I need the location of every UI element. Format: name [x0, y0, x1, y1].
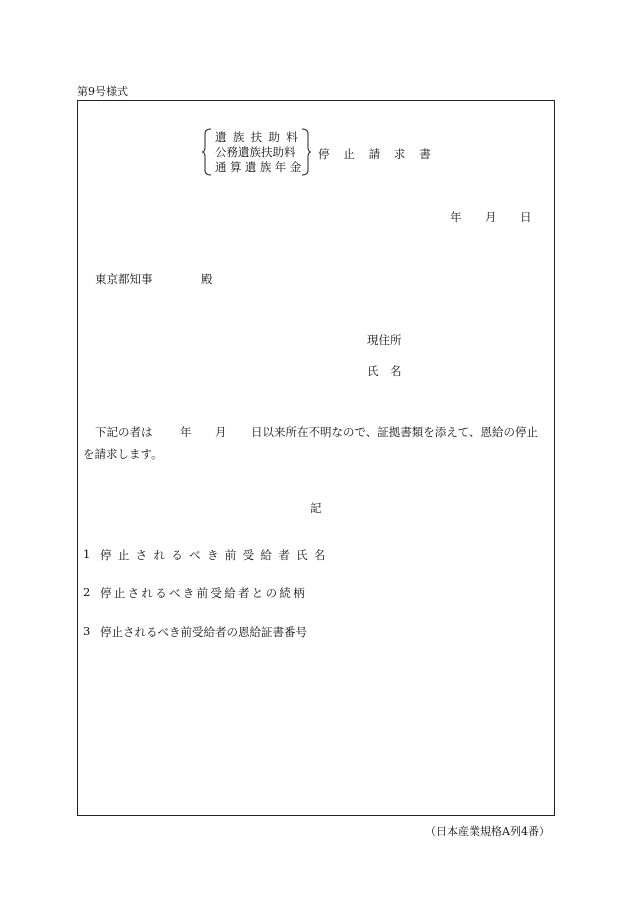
- left-brace-icon: [201, 128, 213, 176]
- item-2-text: 停止されるべき前受給者との続柄: [100, 586, 307, 600]
- item-3-number: 3: [83, 624, 91, 638]
- item-1-number: 1: [83, 547, 91, 561]
- address-label: 現住所: [367, 333, 402, 347]
- body-month-label: 月: [215, 425, 227, 439]
- paper-size-note: （日本産業規格A列4番）: [425, 825, 550, 838]
- date-month-label: 月: [485, 210, 497, 224]
- title-item-1: 遺族扶助料: [215, 130, 305, 144]
- addressee-honorific: 殿: [201, 272, 213, 286]
- addressee-name: 東京都知事: [95, 272, 153, 286]
- ki-heading: 記: [310, 501, 322, 515]
- body-line1-end: 日以来所在不明なので、証拠書類を添えて、恩給の停止: [251, 425, 539, 439]
- name-label: 氏 名: [367, 364, 402, 378]
- date-day-label: 日: [520, 210, 532, 224]
- form-number: 第9号様式: [77, 85, 128, 98]
- item-2-number: 2: [83, 585, 91, 599]
- item-3-text: 停止されるべき前受給者の恩給証書番号: [100, 625, 307, 639]
- body-line1-start: 下記の者は: [95, 425, 153, 439]
- date-year-label: 年: [450, 210, 462, 224]
- title-item-3: 通算遺族年金: [215, 160, 305, 174]
- title-item-2: 公務遺族扶助料: [215, 145, 296, 159]
- body-year-label: 年: [180, 425, 192, 439]
- body-line2: を請求します。: [83, 447, 163, 461]
- right-brace-icon: [300, 128, 312, 176]
- title-main: 停止請求書: [318, 147, 445, 161]
- item-1-text: 停止されるべき前受給者氏名: [100, 548, 332, 562]
